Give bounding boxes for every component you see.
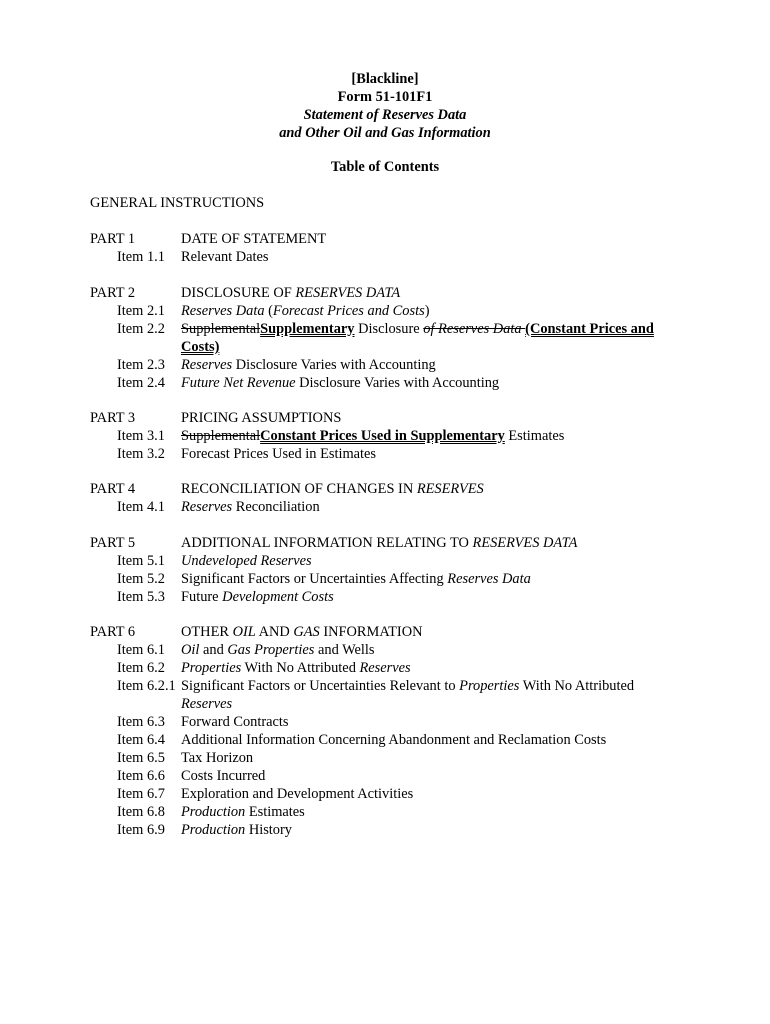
item-label: Item 4.1 (117, 499, 165, 515)
toc-row (0, 749, 770, 767)
text-run: GAS (293, 624, 320, 640)
part-title (181, 480, 484, 498)
text-run: Reserves (181, 499, 233, 515)
part-title (181, 623, 423, 641)
item-text (181, 659, 411, 677)
part-5 (0, 534, 770, 606)
form-number: Form 51-101F1 (337, 89, 433, 105)
item-text (181, 552, 312, 570)
item-text: Forecast Prices Used in Estimates (181, 446, 377, 462)
text-run: RESERVES (416, 481, 484, 497)
item-label: Item 6.9 (117, 822, 165, 838)
item-label: Item 2.1 (117, 303, 165, 319)
text-run: Disclosure (354, 321, 424, 337)
part-label: PART 4 (90, 481, 136, 497)
text-run: Reserves Data (181, 303, 265, 319)
text-run: ADDITIONAL INFORMATION RELATING TO (181, 535, 473, 551)
text-run: INFORMATION (319, 624, 423, 640)
text-run: DISCLOSURE OF (181, 285, 296, 301)
text-run: Future Net Revenue (181, 375, 296, 391)
text-run: Disclosure Varies with Accounting (232, 357, 436, 373)
toc-row (0, 409, 770, 427)
inserted-text: Supplementary (260, 321, 355, 337)
item-label: Item 6.4 (117, 732, 165, 748)
part-2 (0, 284, 770, 392)
form-title-line2: and Other Oil and Gas Information (279, 125, 491, 141)
deleted-text: Supplemental (181, 428, 261, 444)
text-run: ) (424, 303, 430, 319)
text-run: With No Attributed (519, 678, 635, 694)
item-text (181, 641, 375, 659)
item-text (181, 320, 686, 356)
toc-row (0, 552, 770, 570)
toc-row (0, 570, 770, 588)
item-label: Item 5.2 (117, 571, 165, 587)
text-run: ( (264, 303, 273, 319)
part-title: PRICING ASSUMPTIONS (181, 410, 342, 426)
part-4 (0, 480, 770, 516)
item-text (181, 803, 305, 821)
document-header (0, 70, 770, 142)
text-run: Oil (181, 642, 200, 658)
text-run: Undeveloped Reserves (181, 553, 312, 569)
text-run: AND (255, 624, 294, 640)
general-instructions: GENERAL INSTRUCTIONS (90, 195, 265, 211)
item-label: Item 2.2 (117, 321, 165, 337)
item-text (181, 588, 334, 606)
toc-row (0, 588, 770, 606)
item-text (181, 374, 499, 392)
item-label: Item 1.1 (117, 249, 165, 265)
toc-row (0, 623, 770, 641)
item-label: Item 5.3 (117, 589, 165, 605)
form-title-line1: Statement of Reserves Data (303, 107, 467, 123)
text-run: Production (181, 822, 246, 838)
inserted-text: (Constant Prices and Costs) (181, 321, 654, 355)
text-run: With No Attributed (241, 660, 360, 676)
text-run: Reserves (181, 357, 233, 373)
part-label: PART 3 (90, 410, 136, 426)
text-run: Reserves (181, 696, 233, 712)
toc-row (0, 356, 770, 374)
item-label: Item 6.3 (117, 714, 165, 730)
text-run: Forecast Prices and Costs (272, 303, 425, 319)
toc-row (0, 284, 770, 302)
item-text: Forward Contracts (181, 714, 289, 730)
item-label: Item 6.6 (117, 768, 165, 784)
part-title (181, 534, 577, 552)
text-run: Reconciliation (232, 499, 320, 515)
toc-row (0, 713, 770, 731)
text-run: Properties (181, 660, 242, 676)
toc-row (0, 230, 770, 248)
text-run: Reserves (359, 660, 411, 676)
text-run: Significant Factors or Uncertainties Relevant to (181, 678, 460, 694)
text-run: Estimates (245, 804, 305, 820)
item-text: Relevant Dates (181, 249, 269, 265)
text-run: Development Costs (222, 589, 334, 605)
item-label: Item 6.7 (117, 786, 165, 802)
toc-row (0, 374, 770, 392)
toc-row (0, 534, 770, 552)
item-label: Item 6.2 (117, 660, 165, 676)
toc-row (0, 248, 770, 266)
part-1 (0, 230, 770, 266)
blackline-label: [Blackline] (351, 71, 419, 87)
item-text (181, 427, 564, 445)
toc-row (0, 641, 770, 659)
table-of-contents-heading: Table of Contents (330, 159, 440, 175)
part-label: PART 2 (90, 285, 136, 301)
text-run: OIL (232, 624, 256, 640)
text-run: Disclosure Varies with Accounting (295, 375, 500, 391)
item-label: Item 3.2 (117, 446, 165, 462)
deleted-text: of Reserves Data (423, 321, 526, 337)
toc-row (0, 302, 770, 320)
text-run: and Wells (314, 642, 375, 658)
toc-row (0, 785, 770, 803)
item-text: Exploration and Development Activities (181, 786, 414, 802)
text-run: RESERVES DATA (472, 535, 578, 551)
item-text (181, 821, 292, 839)
item-label: Item 6.8 (117, 804, 165, 820)
text-run: Reserves Data (447, 571, 531, 587)
toc-row (0, 731, 770, 749)
toc-row (0, 445, 770, 463)
item-label: Item 6.1 (117, 642, 165, 658)
item-label: Item 6.5 (117, 750, 165, 766)
toc-row (0, 767, 770, 785)
text-run: Estimates (504, 428, 565, 444)
item-label: Item 3.1 (117, 428, 165, 444)
item-text (181, 677, 686, 713)
inserted-text: Constant Prices Used in Supplementary (260, 428, 505, 444)
part-label: PART 6 (90, 624, 136, 640)
toc-row (0, 803, 770, 821)
part-3 (0, 409, 770, 463)
item-text: Additional Information Concerning Abandonment and Reclamation Costs (181, 732, 607, 748)
text-run: RESERVES DATA (295, 285, 401, 301)
text-run: Future (181, 589, 223, 605)
item-text: Costs Incurred (181, 768, 266, 784)
item-text (181, 570, 531, 588)
item-label: Item 2.4 (117, 375, 165, 391)
item-label: Item 2.3 (117, 357, 165, 373)
part-6 (0, 623, 770, 839)
text-run: RECONCILIATION OF CHANGES IN (181, 481, 417, 497)
text-run: OTHER (181, 624, 233, 640)
part-title (181, 284, 400, 302)
deleted-text: Supplemental (181, 321, 261, 337)
toc-row (0, 677, 770, 713)
toc-row (0, 659, 770, 677)
toc-row (0, 320, 770, 356)
item-text (181, 302, 429, 320)
part-label: PART 1 (90, 231, 136, 247)
toc-row (0, 480, 770, 498)
text-run: Production (181, 804, 246, 820)
toc-row (0, 427, 770, 445)
text-run: History (245, 822, 292, 838)
text-run: Significant Factors or Uncertainties Affecting (181, 571, 448, 587)
part-label: PART 5 (90, 535, 136, 551)
item-text (181, 498, 320, 516)
item-text: Tax Horizon (181, 750, 254, 766)
text-run: and (199, 642, 228, 658)
text-run: Gas Properties (227, 642, 315, 658)
toc-row (0, 821, 770, 839)
toc-row (0, 498, 770, 516)
text-run: Properties (459, 678, 520, 694)
item-text (181, 356, 436, 374)
part-title: DATE OF STATEMENT (181, 231, 327, 247)
item-label: Item 6.2.1 (117, 678, 176, 694)
item-label: Item 5.1 (117, 553, 165, 569)
